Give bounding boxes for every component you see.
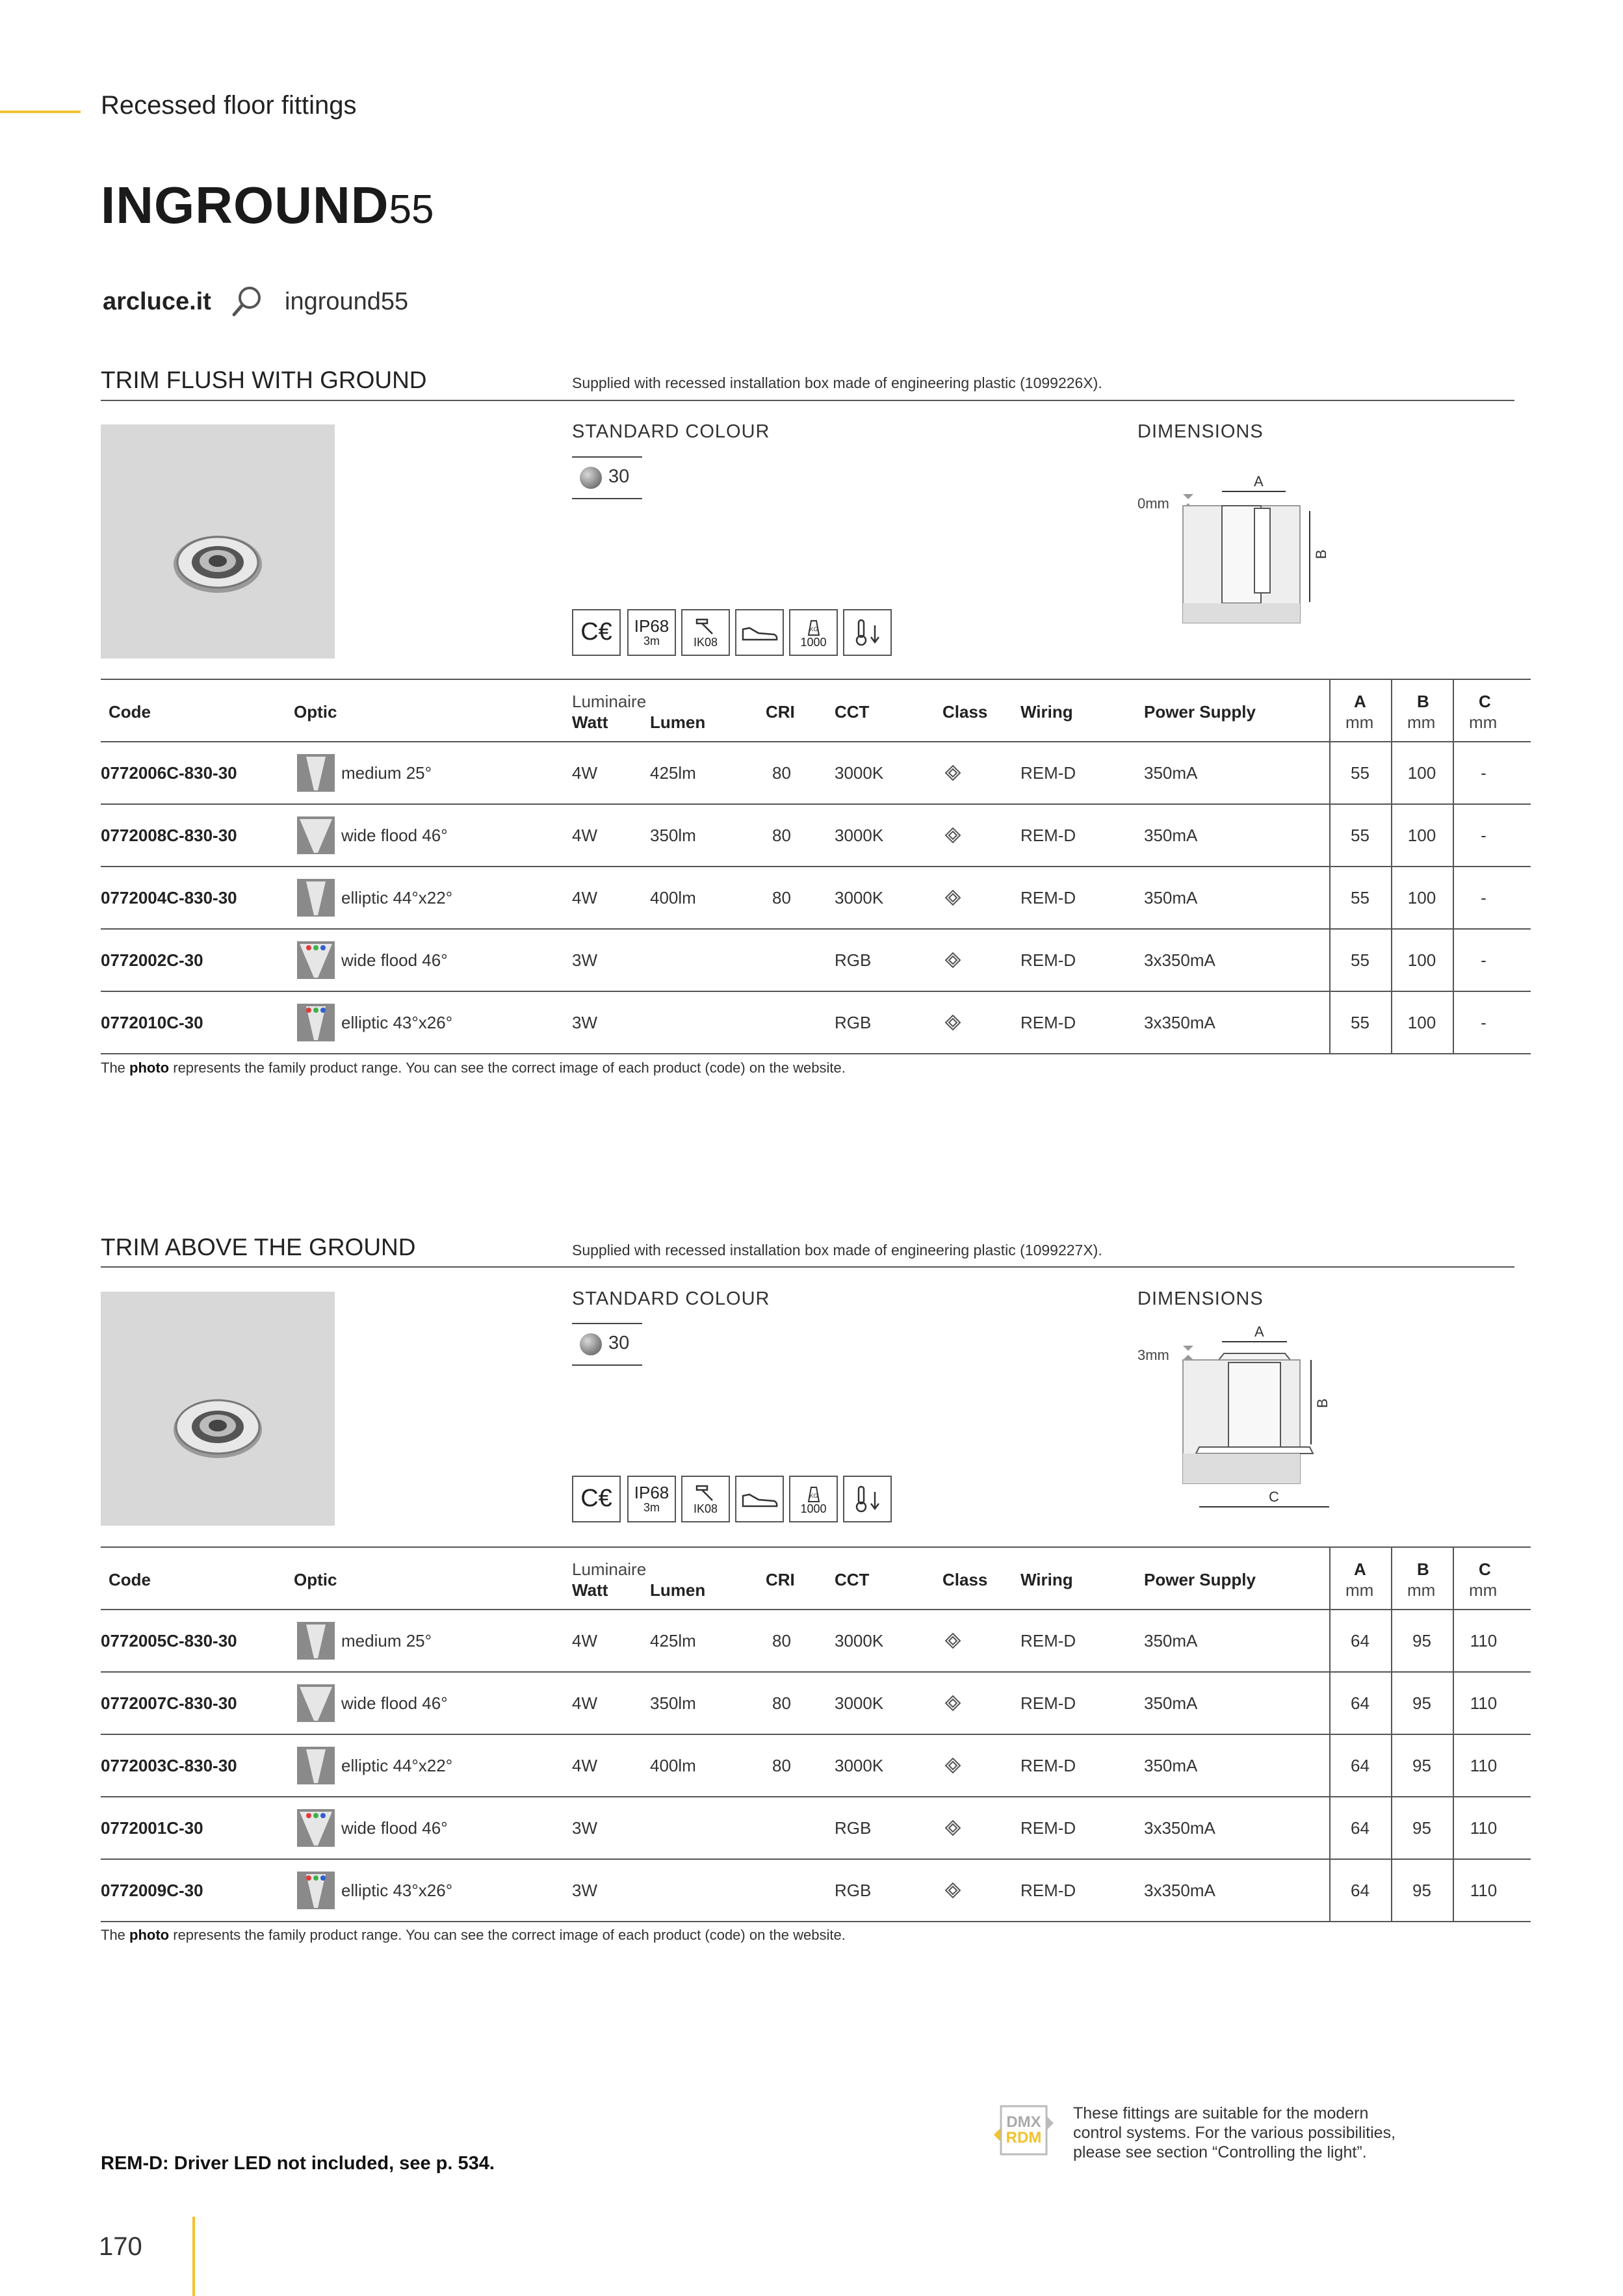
cell-optic: wide flood 46° [341, 1693, 448, 1713]
cell-watt: 4W [572, 1693, 597, 1713]
col-b: B [1417, 692, 1429, 711]
product-title-main: INGROUND [101, 176, 389, 234]
table-row [101, 1610, 1531, 1673]
page-accent-rule [192, 2217, 195, 2296]
cell-ps: 3x350mA [1144, 950, 1215, 970]
cell-cct: 3000K [835, 1693, 884, 1713]
cell-cri: 80 [772, 1631, 791, 1650]
cell-cri: 80 [772, 1756, 791, 1775]
load-value: 1000 [800, 635, 827, 649]
cell-lumen: 425lm [650, 763, 696, 783]
colour-code: 30 [608, 1333, 630, 1353]
product-title-number: 55 [389, 187, 434, 232]
cell-cct: RGB [835, 1881, 872, 1900]
cell-c: - [1481, 826, 1487, 845]
section2-table [101, 1546, 1531, 1922]
ik-rating: IK08 [693, 1502, 718, 1515]
dmx-rdm-logo [991, 2104, 1056, 2158]
cell-optic: elliptic 43°x26° [341, 1013, 453, 1032]
control-systems-note [1073, 2104, 1437, 2162]
cell-code: 0772009C-30 [101, 1881, 203, 1900]
thermometer-icon [851, 616, 884, 649]
optic-beam-icon [297, 816, 335, 854]
ik08-icon [681, 1476, 730, 1522]
section-title: Recessed floor fittings [101, 91, 357, 120]
cell-c: - [1481, 888, 1487, 907]
col-class: Class [942, 702, 988, 722]
cell-cri: 80 [772, 763, 791, 783]
col-c-unit: mm [1469, 712, 1498, 732]
ce-mark-icon: C€ [572, 1476, 621, 1522]
class-iii-icon [944, 1757, 961, 1774]
col-b-unit: mm [1407, 712, 1436, 732]
cell-cct: 3000K [835, 763, 884, 783]
cell-c: - [1481, 763, 1487, 783]
cell-lumen: 350lm [650, 826, 696, 845]
table-row [101, 1797, 1531, 1860]
section1-rule [101, 400, 1514, 401]
weight-icon [803, 617, 825, 636]
section1-dimensions-label: DIMENSIONS [1137, 421, 1264, 442]
cell-a: 64 [1351, 1693, 1370, 1713]
cell-ps: 350mA [1144, 888, 1198, 907]
section2-product-photo [101, 1292, 335, 1526]
hammer-icon [693, 617, 719, 636]
col-watt: Watt [572, 712, 608, 732]
table-row [101, 1673, 1531, 1735]
col-wiring: Wiring [1020, 702, 1073, 722]
ip68-icon [627, 1476, 676, 1522]
section1-title: TRIM FLUSH WITH GROUND [101, 367, 427, 393]
ik-rating: IK08 [693, 635, 718, 649]
section1-colour-swatch [572, 456, 642, 499]
section1-table [101, 679, 1531, 1054]
cell-ps: 350mA [1144, 1693, 1198, 1713]
cell-ps: 3x350mA [1144, 1881, 1215, 1900]
rgb-optic-icon [297, 941, 335, 979]
cell-a: 55 [1351, 826, 1370, 845]
col-power-supply: Power Supply [1144, 1570, 1256, 1589]
section1-photo-note [101, 1060, 846, 1076]
cell-code: 0772002C-30 [101, 950, 203, 970]
cell-lumen: 350lm [650, 1693, 696, 1713]
col-b: B [1417, 1559, 1429, 1579]
col-cri: CRI [766, 1570, 795, 1589]
table-row [101, 930, 1531, 992]
cell-ps: 350mA [1144, 763, 1198, 783]
col-c: C [1479, 692, 1491, 711]
control-note-line1: These fittings are suitable for the modern [1073, 2104, 1369, 2122]
class-iii-icon [944, 889, 961, 906]
section1-standard-colour-label: STANDARD COLOUR [572, 421, 770, 442]
inground-flush-illustration [101, 424, 335, 659]
cell-code: 0772004C-830-30 [101, 888, 237, 907]
table-row [101, 992, 1531, 1054]
cell-optic: elliptic 44°x22° [341, 1756, 453, 1775]
cell-wiring: REM-D [1020, 1631, 1076, 1650]
page-number: 170 [99, 2232, 142, 2261]
section1-table-body [101, 742, 1531, 1054]
cell-code: 0772008C-830-30 [101, 826, 237, 845]
cell-watt: 4W [572, 1756, 597, 1775]
walk-over-icon [735, 609, 784, 656]
col-optic: Optic [294, 702, 337, 722]
cell-c: 110 [1470, 1631, 1498, 1650]
cell-code: 0772007C-830-30 [101, 1693, 237, 1713]
class-iii-icon [944, 952, 961, 969]
section2-offset-label: 3mm [1137, 1347, 1169, 1363]
cell-wiring: REM-D [1020, 763, 1076, 783]
ip-rating: IP68 [634, 616, 669, 636]
walk-over-icon [735, 1476, 784, 1522]
cell-b: 100 [1407, 826, 1436, 845]
cell-lumen: 400lm [650, 1756, 696, 1775]
cell-cct: RGB [835, 1013, 872, 1032]
control-note-line2: control systems. For the various possibilities, [1073, 2124, 1396, 2142]
section2-standard-colour-label: STANDARD COLOUR [572, 1288, 770, 1309]
cell-cct: RGB [835, 1818, 872, 1838]
load-value: 1000 [800, 1502, 827, 1515]
col-c: C [1479, 1559, 1491, 1579]
cell-cct: 3000K [835, 1631, 884, 1650]
cell-c: 110 [1470, 1756, 1498, 1775]
cell-watt: 3W [572, 1881, 597, 1900]
cell-a: 64 [1351, 1631, 1370, 1650]
cell-cri: 80 [772, 1693, 791, 1713]
table-row [101, 1860, 1531, 1922]
kg-text: KG [809, 625, 818, 633]
cell-code: 0772010C-30 [101, 1013, 203, 1032]
cell-a: 55 [1351, 950, 1370, 970]
cell-c: - [1481, 1013, 1487, 1032]
section1-dimension-drawing [1134, 468, 1355, 631]
cell-c: - [1481, 950, 1487, 970]
ip-depth: 3m [643, 634, 660, 648]
product-title [101, 176, 434, 235]
col-class: Class [942, 1570, 988, 1589]
cell-ps: 350mA [1144, 826, 1198, 845]
dmx-text: DMX [1006, 2113, 1041, 2131]
cell-cri: 80 [772, 826, 791, 845]
cell-watt: 3W [572, 1818, 597, 1838]
grey-swatch-icon [580, 1333, 602, 1355]
note-pre: The [101, 1060, 130, 1076]
cell-watt: 3W [572, 950, 597, 970]
dim-a-label: A [1254, 1324, 1264, 1340]
cell-b: 95 [1412, 1631, 1431, 1650]
section2-dimension-drawing [1134, 1324, 1355, 1519]
class-iii-icon [944, 1820, 961, 1836]
col-b-unit: mm [1407, 1580, 1436, 1600]
cell-b: 95 [1412, 1881, 1431, 1900]
class-iii-icon [944, 1882, 961, 1899]
colour-code: 30 [608, 466, 630, 487]
cell-optic: wide flood 46° [341, 1818, 448, 1838]
col-a: A [1354, 692, 1366, 711]
optic-beam-icon [297, 1747, 335, 1784]
cell-wiring: REM-D [1020, 1013, 1076, 1032]
class-iii-icon [944, 764, 961, 781]
cell-optic: wide flood 46° [341, 950, 448, 970]
cell-c: 110 [1470, 1818, 1498, 1838]
cell-b: 95 [1412, 1693, 1431, 1713]
table-row [101, 867, 1531, 930]
section2-dimensions-label: DIMENSIONS [1137, 1288, 1264, 1309]
optic-beam-icon [297, 879, 335, 917]
inground-above-illustration [101, 1292, 335, 1526]
cell-optic: wide flood 46° [341, 826, 448, 845]
cell-watt: 4W [572, 1631, 597, 1650]
note-post: represents the family product range. You can see the correct image of each product (code) on the website. [169, 1060, 846, 1076]
section1-note: Supplied with recessed installation box made of engineering plastic (1099226X). [572, 374, 1102, 391]
col-cct: CCT [835, 1570, 870, 1589]
shoe-icon [740, 621, 779, 644]
control-note-line3: please see section “Controlling the light”. [1073, 2143, 1367, 2161]
col-a-unit: mm [1345, 1580, 1374, 1600]
ip-depth: 3m [643, 1501, 660, 1515]
col-watt: Watt [572, 1580, 608, 1600]
cell-b: 100 [1407, 1013, 1436, 1032]
cell-code: 0772001C-30 [101, 1818, 203, 1838]
col-optic: Optic [294, 1570, 337, 1589]
cell-cct: 3000K [835, 1756, 884, 1775]
dim-b-label: B [1313, 549, 1329, 559]
cell-watt: 3W [572, 1013, 597, 1032]
col-cct: CCT [835, 702, 870, 722]
cell-ps: 350mA [1144, 1631, 1198, 1650]
cell-a: 55 [1351, 763, 1370, 783]
cell-watt: 4W [572, 763, 597, 783]
cell-cct: RGB [835, 950, 872, 970]
section2-photo-note [101, 1927, 846, 1944]
cell-b: 95 [1412, 1756, 1431, 1775]
cell-wiring: REM-D [1020, 888, 1076, 907]
class-iii-icon [944, 1014, 961, 1031]
cell-a: 55 [1351, 1013, 1370, 1032]
rgb-optic-icon [297, 1872, 335, 1909]
cell-cct: 3000K [835, 826, 884, 845]
note-pre: The [101, 1927, 130, 1943]
section2-colour-swatch [572, 1323, 642, 1366]
note-bold: photo [129, 1060, 170, 1076]
rdm-text: RDM [1006, 2129, 1042, 2146]
low-temperature-icon [843, 1476, 892, 1522]
cell-ps: 3x350mA [1144, 1818, 1215, 1838]
kg-text: KG [809, 1492, 818, 1499]
cell-lumen: 400lm [650, 888, 696, 907]
col-wiring: Wiring [1020, 1570, 1073, 1589]
cell-wiring: REM-D [1020, 826, 1076, 845]
section1-product-photo [101, 424, 335, 659]
cell-b: 100 [1407, 763, 1436, 783]
class-iii-icon [944, 1695, 961, 1712]
cell-b: 100 [1407, 888, 1436, 907]
table-row [101, 805, 1531, 867]
col-code: Code [109, 1570, 151, 1589]
section2-table-header [101, 1546, 1531, 1610]
cell-a: 55 [1351, 888, 1370, 907]
shoe-icon [740, 1488, 779, 1510]
note-post: represents the family product range. You can see the correct image of each product (code) on the website. [169, 1927, 846, 1943]
section2-table-body [101, 1610, 1531, 1922]
cell-wiring: REM-D [1020, 1693, 1076, 1713]
section2-title: TRIM ABOVE THE GROUND [101, 1234, 416, 1260]
col-c-unit: mm [1469, 1580, 1498, 1600]
load-1000kg-icon [789, 609, 838, 656]
dim-c-label: C [1269, 1489, 1279, 1505]
cell-code: 0772005C-830-30 [101, 1631, 237, 1650]
cell-cct: 3000K [835, 888, 884, 907]
class-iii-icon [944, 1632, 961, 1649]
cell-c: 110 [1470, 1693, 1498, 1713]
cell-b: 100 [1407, 950, 1436, 970]
table-row [101, 1735, 1531, 1797]
col-luminaire: Luminaire [572, 692, 647, 711]
cell-a: 64 [1351, 1881, 1370, 1900]
col-code: Code [109, 702, 151, 722]
grey-swatch-icon [580, 467, 602, 489]
col-power-supply: Power Supply [1144, 702, 1256, 722]
cell-wiring: REM-D [1020, 1881, 1076, 1900]
cell-code: 0772003C-830-30 [101, 1756, 237, 1775]
website-link[interactable]: arcluce.it [103, 288, 211, 315]
low-temperature-icon [843, 609, 892, 656]
cell-optic: medium 25° [341, 1631, 432, 1650]
cell-cri: 80 [772, 888, 791, 907]
ip-rating: IP68 [634, 1482, 669, 1502]
cell-b: 95 [1412, 1818, 1431, 1838]
cell-c: 110 [1470, 1881, 1498, 1900]
cell-watt: 4W [572, 888, 597, 907]
thermometer-icon [851, 1483, 884, 1515]
optic-beam-icon [297, 754, 335, 792]
rgb-optic-icon [297, 1004, 335, 1041]
search-icon[interactable] [229, 283, 265, 320]
section2-note: Supplied with recessed installation box made of engineering plastic (1099227X). [572, 1242, 1102, 1259]
cell-wiring: REM-D [1020, 1818, 1076, 1838]
col-a-unit: mm [1345, 712, 1374, 732]
class-iii-icon [944, 827, 961, 844]
dim-a-label: A [1254, 473, 1264, 489]
section1-table-header [101, 679, 1531, 742]
cell-a: 64 [1351, 1818, 1370, 1838]
ce-mark-icon: C€ [572, 609, 621, 656]
cell-lumen: 425lm [650, 1631, 696, 1650]
optic-beam-icon [297, 1622, 335, 1660]
cell-wiring: REM-D [1020, 950, 1076, 970]
col-luminaire: Luminaire [572, 1559, 647, 1579]
section2-rule [101, 1266, 1514, 1268]
table-row [101, 742, 1531, 805]
cell-optic: elliptic 43°x26° [341, 1881, 453, 1900]
optic-beam-icon [297, 1684, 335, 1722]
dim-b-label: B [1314, 1398, 1331, 1408]
load-1000kg-icon [789, 1476, 838, 1522]
cell-code: 0772006C-830-30 [101, 763, 237, 783]
cell-wiring: REM-D [1020, 1756, 1076, 1775]
col-a: A [1354, 1559, 1366, 1579]
cell-optic: medium 25° [341, 763, 432, 783]
rem-d-note: REM-D: Driver LED not included, see p. 534. [101, 2153, 495, 2174]
cell-ps: 3x350mA [1144, 1013, 1215, 1032]
ip68-icon [627, 609, 676, 656]
col-lumen: Lumen [650, 712, 706, 732]
cell-watt: 4W [572, 826, 597, 845]
search-term: inground55 [285, 288, 409, 315]
cell-a: 64 [1351, 1756, 1370, 1775]
cell-optic: elliptic 44°x22° [341, 888, 453, 907]
note-bold: photo [129, 1927, 170, 1943]
weight-icon [803, 1483, 825, 1503]
section1-offset-label: 0mm [1137, 495, 1169, 512]
rgb-optic-icon [297, 1809, 335, 1847]
hammer-icon [693, 1483, 719, 1503]
col-cri: CRI [766, 702, 795, 722]
header-accent-rule [0, 111, 81, 113]
cell-ps: 350mA [1144, 1756, 1198, 1775]
ik08-icon [681, 609, 730, 656]
col-lumen: Lumen [650, 1580, 706, 1600]
